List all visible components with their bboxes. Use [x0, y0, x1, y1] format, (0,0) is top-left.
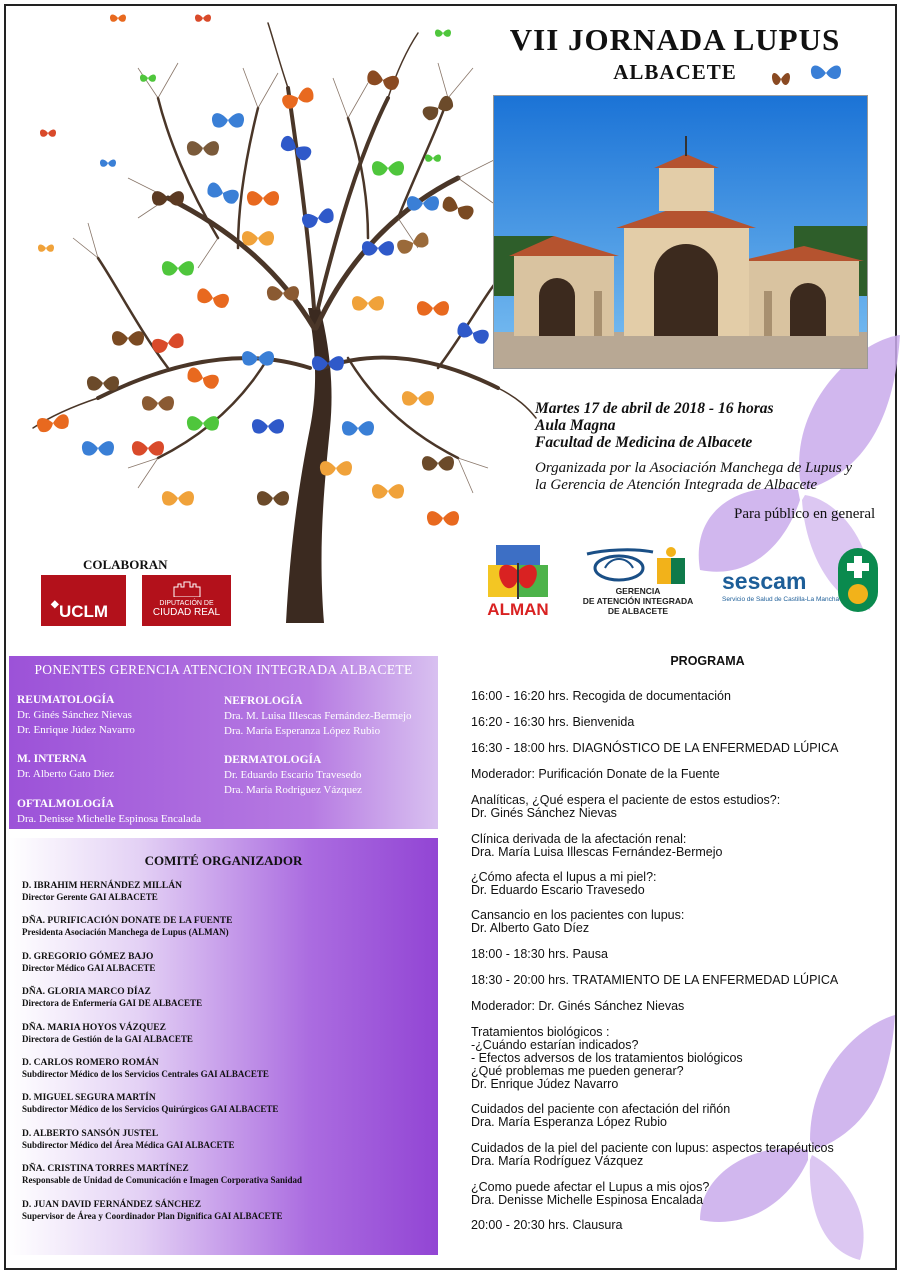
- member-name: DÑA. GLORIA MARCO DÍAZ: [22, 987, 151, 998]
- dept-oftalmologia: OFTALMOLOGÍA: [17, 798, 114, 810]
- member-name: D. CARLOS ROMERO ROMÁN: [22, 1057, 159, 1068]
- poster-subtitle: ALBACETE: [613, 60, 737, 84]
- organizers-line-2: la Gerencia de Atención Integrada de Albacete: [535, 477, 818, 493]
- committee-member: [22, 1129, 302, 1164]
- committee-member: [22, 1093, 302, 1128]
- program-item: Dr. Alberto Gato Díez: [471, 921, 590, 935]
- speaker-der-1: Dr. Eduardo Escario Travesedo: [224, 769, 362, 781]
- diputacion-line-2: CIUDAD REAL: [152, 607, 221, 618]
- speaker-oft-1: Dra. Denisse Michelle Espinosa Encalada: [17, 813, 202, 825]
- program-item: Moderador: Purificación Donate de la Fuente: [471, 767, 720, 781]
- committee-member: [22, 881, 302, 916]
- dept-medicina-interna: M. INTERNA: [17, 753, 87, 765]
- event-date: Martes 17 de abril de 2018 - 16 horas: [535, 400, 774, 417]
- program-item: 18:00 - 18:30 hrs. Pausa: [471, 947, 608, 961]
- program-item: Dra. María Esperanza López Rubio: [471, 1115, 667, 1129]
- diputacion-line-1: DIPUTACIÓN DE: [159, 600, 214, 607]
- program-item: Tratamientos biológicos :: [471, 1025, 610, 1039]
- castle-icon: [172, 581, 202, 597]
- butterfly-icon: [808, 60, 844, 86]
- member-role: Presidenta Asociación Manchega de Lupus (ALMAN): [22, 927, 229, 938]
- program-item: Dra. Denisse Michelle Espinosa Encalada: [471, 1193, 704, 1207]
- program-item: Moderador: Dr. Ginés Sánchez Nievas: [471, 999, 685, 1013]
- member-role: Subdirector Médico del Área Médica GAI ALBACETE: [22, 1139, 235, 1150]
- speaker-reum-2: Dr. Enrique Júdez Navarro: [17, 724, 135, 736]
- diputacion-ciudad-real-logo: [142, 575, 231, 626]
- dept-nefrologia: NEFROLOGÍA: [224, 695, 303, 707]
- uclm-logo-text: UCLM: [58, 602, 109, 621]
- member-role: Supervisor de Área y Coordinador Plan Dignifica GAI ALBACETE: [22, 1210, 283, 1221]
- program-item: -¿Cuándo estarían indicados?: [471, 1038, 639, 1052]
- member-role: Directora de Gestión de la GAI ALBACETE: [22, 1033, 193, 1044]
- event-faculty: Facultad de Medicina de Albacete: [535, 434, 753, 451]
- faculty-building-photo: [493, 95, 868, 369]
- gai-albacete-logo-text: [578, 586, 698, 616]
- program-item: Dra. María Luisa Illescas Fernández-Bermejo: [471, 845, 723, 859]
- tree-with-butterflies-illustration: [18, 8, 538, 623]
- organizing-committee-panel: [9, 838, 438, 1255]
- program-item: Dr. Enrique Júdez Navarro: [471, 1077, 619, 1091]
- program-item: 16:30 - 18:00 hrs. DIAGNÓSTICO DE LA ENFERMEDAD LÚPICA: [471, 741, 839, 755]
- gai-line-1: GERENCIA: [615, 586, 661, 596]
- member-role: Subdirector Médico de los Servicios Quirúrgicos GAI ALBACETE: [22, 1104, 279, 1115]
- member-name: DÑA. PURIFICACIÓN DONATE DE LA FUENTE: [22, 916, 233, 927]
- gai-line-2: DE ATENCIÓN INTEGRADA: [582, 596, 694, 606]
- speaker-reum-1: Dr. Ginés Sánchez Nievas: [17, 709, 132, 721]
- uclm-emblem-icon: ◆: [51, 599, 59, 610]
- speakers-heading: PONENTES GERENCIA ATENCION INTEGRADA ALBACETE: [34, 662, 413, 677]
- sescam-subtitle: Servicio de Salud de Castilla-La Mancha: [722, 596, 840, 603]
- collaborators-label: COLABORAN: [83, 557, 168, 572]
- program-item: Cansancio en los pacientes con lupus:: [471, 908, 685, 922]
- audience-note: Para público en general: [734, 506, 876, 522]
- speaker-der-2: Dra. María Rodríguez Vázquez: [224, 784, 362, 796]
- lilac-butterfly-lower-decoration: [690, 1010, 900, 1265]
- program-item: ¿Cómo afecta el lupus a mi piel?:: [471, 870, 657, 884]
- poster-title: VII JORNADA LUPUS: [509, 22, 841, 57]
- committee-member: [22, 916, 302, 951]
- program-item: 18:30 - 20:00 hrs. TRATAMIENTO DE LA ENFERMEDAD LÚPICA: [471, 973, 839, 987]
- program-item: - Efectos adversos de los tratamientos biológicos: [471, 1051, 743, 1065]
- gai-albacete-logo-icon: [583, 546, 693, 586]
- member-role: Subdirector Médico de los Servicios Centrales GAI ALBACETE: [22, 1068, 269, 1079]
- committee-member: [22, 1200, 302, 1235]
- member-name: D. MIGUEL SEGURA MARTÍN: [22, 1093, 156, 1104]
- program-item: Clínica derivada de la afectación renal:: [471, 832, 687, 846]
- speakers-panel: [9, 656, 438, 829]
- member-role: Director Gerente GAI ALBACETE: [22, 892, 158, 902]
- speaker-mint-1: Dr. Alberto Gato Díez: [17, 768, 115, 780]
- speaker-nef-1: Dra. M. Luisa Illescas Fernández-Bermejo: [224, 710, 412, 722]
- program-heading: PROGRAMA: [670, 654, 745, 668]
- member-role: Directora de Enfermería GAI DE ALBACETE: [22, 998, 203, 1009]
- program-item: ¿Como puede afectar el Lupus a mis ojos?: [471, 1180, 710, 1194]
- committee-list: [22, 881, 302, 1235]
- organizers: [535, 460, 852, 494]
- sescam-emblem-icon: [834, 546, 882, 614]
- program-item: Cuidados de la piel del paciente con lupus: aspectos terapéuticos: [471, 1141, 834, 1155]
- event-venue: Aula Magna: [535, 417, 616, 434]
- member-name: DÑA. MARIA HOYOS VÁZQUEZ: [22, 1022, 166, 1033]
- member-role: Director Médico GAI ALBACETE: [22, 962, 156, 973]
- butterfly-icon: [770, 66, 792, 92]
- program-item: Cuidados del paciente con afectación del riñón: [471, 1102, 731, 1116]
- program-item: 20:00 - 20:30 hrs. Clausura: [471, 1218, 623, 1232]
- committee-member: [22, 1058, 302, 1093]
- member-name: DÑA. CRISTINA TORRES MARTÍNEZ: [22, 1164, 189, 1175]
- member-name: D. GREGORIO GÓMEZ BAJO: [22, 951, 154, 962]
- speaker-nef-2: Dra. María Esperanza López Rubio: [224, 725, 381, 737]
- uclm-logo: [41, 575, 126, 626]
- program-item: Dr. Ginés Sánchez Nievas: [471, 806, 617, 820]
- member-role: Responsable de Unidad de Comunicación e Imagen Corporativa Sanidad: [22, 1175, 303, 1186]
- event-details: [535, 400, 774, 451]
- alman-logo-text: ALMAN: [487, 600, 549, 619]
- committee-member: [22, 1023, 302, 1058]
- program-item: Dra. María Rodríguez Vázquez: [471, 1154, 644, 1168]
- gai-line-3: DE ALBACETE: [607, 606, 669, 616]
- sescam-logo-text: sescam: [722, 568, 807, 594]
- organizers-line-1: Organizada por la Asociación Manchega de Lupus y: [535, 460, 853, 476]
- dept-reumatologia: REUMATOLOGÍA: [17, 694, 115, 706]
- program-item: Dr. Eduardo Escario Travesedo: [471, 883, 645, 897]
- committee-member: [22, 1164, 302, 1199]
- program-item: Analíticas, ¿Qué espera el paciente de estos estudios?:: [471, 793, 781, 807]
- dept-dermatologia: DERMATOLOGÍA: [224, 754, 322, 766]
- committee-member: [22, 987, 302, 1022]
- program-item: 16:20 - 16:30 hrs. Bienvenida: [471, 715, 635, 729]
- member-name: D. JUAN DAVID FERNÁNDEZ SÁNCHEZ: [22, 1199, 202, 1210]
- program-item: 16:00 - 16:20 hrs. Recogida de documentación: [471, 689, 731, 703]
- member-name: D. ALBERTO SANSÓN JUSTEL: [22, 1128, 159, 1139]
- committee-heading: COMITÉ ORGANIZADOR: [144, 853, 303, 868]
- committee-member: [22, 952, 302, 987]
- member-name: D. IBRAHIM HERNÁNDEZ MILLÁN: [22, 881, 182, 891]
- program-item: ¿Qué problemas me pueden generar?: [471, 1064, 684, 1078]
